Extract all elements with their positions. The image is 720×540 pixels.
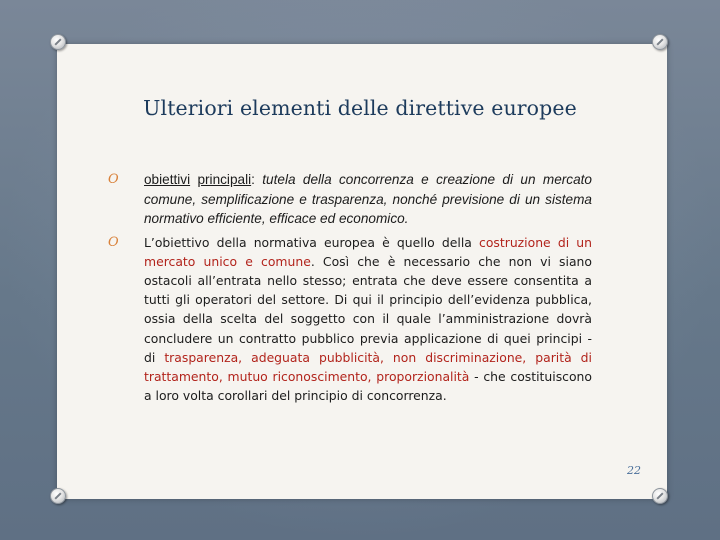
pushpin-icon xyxy=(50,34,66,50)
bullet-marker-icon: O xyxy=(108,172,119,187)
bullet-list xyxy=(108,170,592,405)
pushpin-icon xyxy=(50,488,66,504)
bullet-text: - che costituiscono a loro volta corollari del principio di concorrenza. xyxy=(144,368,592,404)
bullet-colon: : xyxy=(251,172,263,187)
bullet-lead-word: principali xyxy=(197,172,252,187)
pushpin-icon xyxy=(652,34,668,50)
bullet-highlight: trasparenza, adeguata pubblicità, non discriminazione, parità di trattamento, mutuo riconoscimento, proporzionalità xyxy=(144,349,592,384)
bullet-lead-word: obiettivi xyxy=(144,172,191,187)
bullet-item-normativa xyxy=(108,233,592,406)
bullet-marker-icon: O xyxy=(108,234,119,250)
bullet-item-objectives xyxy=(108,170,592,229)
bullet-text: L’obiettivo della normativa europea è quello della xyxy=(144,234,480,250)
pushpin-icon xyxy=(652,488,668,504)
bullet-text: tutela della concorrenza e creazione di un mercato comune, semplificazione e trasparenza, nonché previsione di un sistema normativo efficiente, efficace ed economico. xyxy=(144,172,592,226)
page-number: 22 xyxy=(627,464,641,477)
slide-title: Ulteriori elementi delle direttive europee xyxy=(143,96,577,120)
bullet-highlight: costruzione di un mercato unico e comune xyxy=(144,234,592,269)
bullet-text: . Così che è necessario che non vi siano ostacoli all’entrata nello stesso; entrata che deve essere consentita a tutti gli operatori del settore. Di qui il principio dell’evidenza pubblica, ossia della scelta del soggetto con il quale l’amministrazione dovrà concludere un contratto pubblico previa applicazione di quei principi - di xyxy=(144,253,592,365)
